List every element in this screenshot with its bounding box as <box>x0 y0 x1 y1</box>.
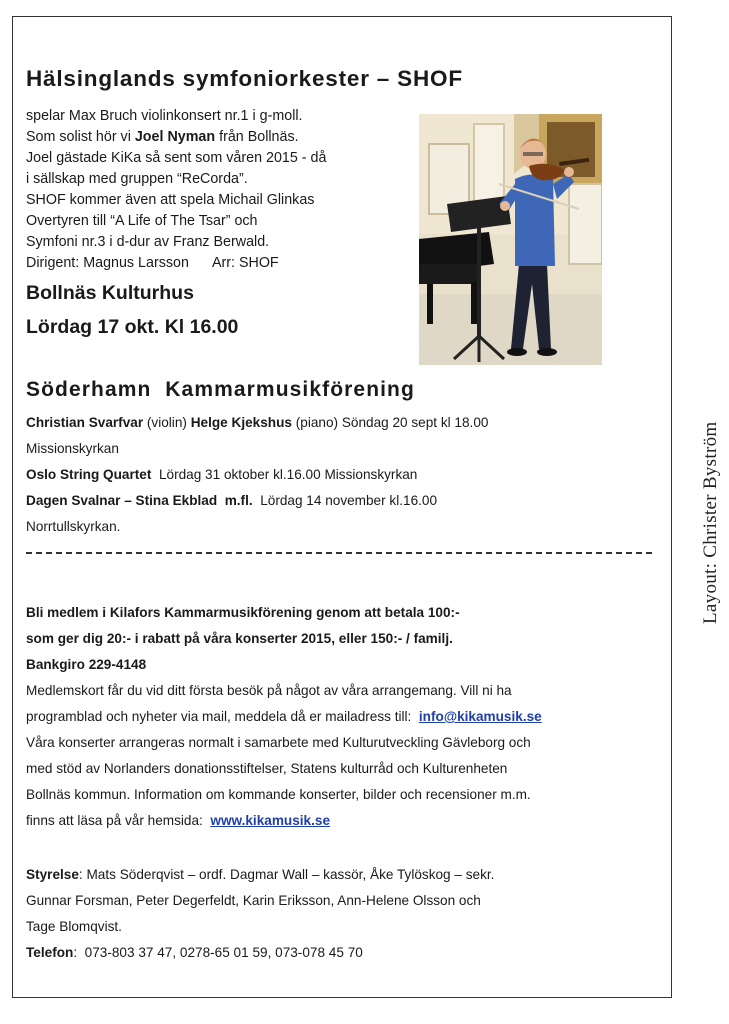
email-link[interactable]: info@kikamusik.se <box>418 709 542 724</box>
shof-line: SHOF kommer även att spela Michail Glinkas <box>26 192 315 208</box>
membership-line: som ger dig 20:- i rabatt på våra konserter 2015, eller 150:- / familj. <box>26 631 453 646</box>
membership-line: programblad och nyheter via mail, meddela då er mailadress till: info@kikamusik.se <box>26 709 542 724</box>
phone-line: Telefon: 073-803 37 47, 0278-65 01 59, 073-078 45 70 <box>26 945 363 960</box>
soderhamn-title: Söderhamn Kammarmusikförening <box>26 378 415 401</box>
membership-line: Våra konserter arrangeras normalt i samarbete med Kulturutveckling Gävleborg och <box>26 735 531 750</box>
shof-description <box>26 106 326 274</box>
board-line: Styrelse: Mats Söderqvist – ordf. Dagmar Wall – kassör, Åke Tylöskog – sekr. <box>26 867 495 882</box>
board-line: Tage Blomqvist. <box>26 919 122 934</box>
membership-line: Medlemskort får du vid ditt första besök på något av våra arrangemang. Vill ni ha <box>26 683 512 698</box>
event-line: Christian Svarfvar (violin) Helge Kjekshus (piano) Söndag 20 sept kl 18.00 <box>26 415 489 430</box>
violinist-photo <box>419 114 602 365</box>
shof-line: Som solist hör vi Joel Nyman från Bollnäs. <box>26 129 299 145</box>
event-line: Dagen Svalnar – Stina Ekblad m.fl. Lördag 14 november kl.16.00 <box>26 493 438 508</box>
event-line: Missionskyrkan <box>26 441 119 456</box>
membership-line: finns att läsa på vår hemsida: www.kikamusik.se <box>26 813 331 828</box>
shof-line: Overtyren till “A Life of The Tsar” och <box>26 213 258 229</box>
membership-line: med stöd av Norlanders donationsstiftelser, Statens kulturråd och Kulturenheten <box>26 761 508 776</box>
shof-line: Joel gästade KiKa så sent som våren 2015 - då <box>26 150 327 166</box>
shof-venue: Bollnäs Kulturhus <box>26 282 194 304</box>
soloist-name: Joel Nyman <box>134 129 216 145</box>
bankgiro: Bankgiro 229-4148 <box>26 657 147 672</box>
shof-line: Dirigent: Magnus Larsson Arr: SHOF <box>26 255 279 271</box>
layout-credit: Layout: Christer Byström <box>700 421 721 624</box>
event-line: Norrtullskyrkan. <box>26 519 121 534</box>
membership-line: Bollnäs kommun. Information om kommande konserter, bilder och recensioner m.m. <box>26 787 531 802</box>
shof-title: Hälsinglands symfoniorkester – SHOF <box>26 66 463 91</box>
website-link[interactable]: www.kikamusik.se <box>210 813 331 828</box>
board-section <box>26 862 494 966</box>
shof-datetime: Lördag 17 okt. Kl 16.00 <box>26 316 239 338</box>
membership-section <box>26 600 542 834</box>
shof-line: i sällskap med gruppen “ReCorda”. <box>26 171 248 187</box>
shof-line: Symfoni nr.3 i d-dur av Franz Berwald. <box>26 234 270 250</box>
membership-line: Bli medlem i Kilafors Kammarmusikförening genom att betala 100:- <box>26 605 460 620</box>
shof-line: spelar Max Bruch violinkonsert nr.1 i g-moll. <box>26 108 303 124</box>
board-line: Gunnar Forsman, Peter Degerfeldt, Karin Eriksson, Ann-Helene Olsson och <box>26 893 481 908</box>
event-line: Oslo String Quartet Lördag 31 oktober kl.16.00 Missionskyrkan <box>26 467 418 482</box>
dashed-divider <box>26 552 652 554</box>
soderhamn-events <box>26 410 488 540</box>
